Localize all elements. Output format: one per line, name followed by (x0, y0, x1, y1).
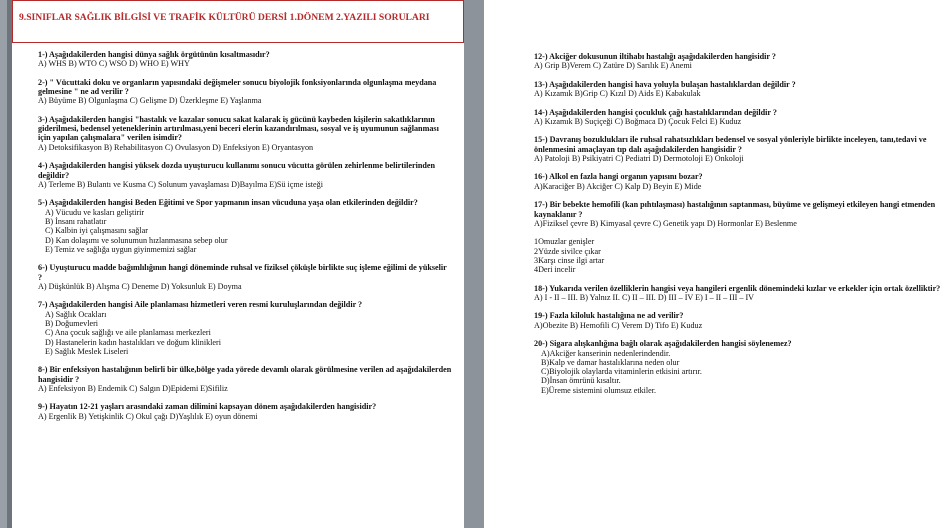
answer-option-list (541, 349, 948, 395)
answer-option: B) İnsanı rahatlatır (45, 216, 107, 226)
question-text: 17-) Bir bebekte hemofili (kan pıhtılaşması) hastalığının saptanması, büyüme ve gelişmeyi etkileyen hangi etmenden kaynaklanır ? (534, 200, 936, 219)
questions-column-right (534, 52, 948, 404)
question-text: 12-) Akciğer dokusunun iltihabı hastalığı aşağıdakilerden hangisidir ? (534, 52, 776, 61)
answer-option: E)Üreme sistemini olumsuz etkiler. (541, 385, 657, 395)
question-text: 19-) Fazla kiloluk hastalığına ne ad verilir? (534, 311, 684, 321)
answer-options: A)Karaciğer B) Akciğer C) Kalp D) Beyin E) Mide (534, 181, 702, 191)
question-text: 3-) Aşağıdakilerden hangisi "hastalık ve kazalar sonucu sakat kalarak iş gücünü kaybeden kişilerin sakatlıklarının giderilmesi, bedensel yeteneklerinin artırılması,yeni beceri elerin kazandırılması, sosyal ve iş uyumunun sağlanması için yapılan çalışmalara" verilen isimdir? (38, 114, 439, 143)
question-item (38, 78, 452, 106)
question-item (534, 135, 948, 163)
question-item (534, 172, 948, 191)
question-text: 1-) Aşağıdakilerden hangisi dünya sağlık örgütünün kısaltmasıdır? (38, 50, 270, 59)
question-item (38, 198, 452, 254)
document-page-right (484, 0, 949, 528)
answer-options: A) Düşkünlük B) Alışma C) Deneme D) Yoksunluk E) Doyma (38, 281, 242, 291)
question-item (534, 339, 948, 395)
answer-options: A) Büyüme B) Olgunlaşma C) Gelişme D) Üzerkleşme E) Yaşlanma (38, 96, 262, 106)
statement-item: 1Omuzlar genişler (534, 237, 595, 247)
question-text: 9-) Hayatın 12-21 yaşları arasındaki zaman dilimini kapsayan dönem aşağıdakilerden hangisidir? (38, 402, 377, 412)
question-text: 20-) Sigara alışkanlığına bağlı olarak aşağıdakilerden hangisi söylenemez? (534, 339, 792, 349)
statement-list (534, 237, 948, 274)
answer-option: A) Sağlık Ocakları (45, 309, 107, 319)
answer-options: A)Obezite B) Hemofili C) Verem D) Tifo E) Kuduz (534, 320, 703, 330)
question-item (38, 115, 452, 152)
answer-option: C)Biyolojik olaylarda vitaminlerin etkisini artırır. (541, 367, 702, 377)
answer-option: B) Doğumevleri (45, 318, 99, 328)
statement-item: 4Deri incelir (534, 265, 576, 275)
answer-options: A) Kızamık B)Grip C) Kızıl D) Aids E) Kabakulak (534, 89, 701, 99)
question-text: 2-) " Vücuttaki doku ve organların yapısındaki değişmeler sonucu biyolojik fonksiyonlarında olgunlaşma meydana gelmesine " ne ad verilir ? (38, 77, 437, 97)
answer-options: A) Enfeksiyon B) Endemik C) Salgın D)Epidemi E)Sifiliz (38, 383, 228, 393)
answer-option-list (45, 310, 452, 356)
question-item (534, 108, 948, 127)
answer-option: C) Kalbin iyi çalışmasını sağlar (45, 226, 148, 236)
answer-option-list (45, 208, 452, 254)
answer-options: A) Detoksifikasyon B) Rehabilitasyon C) Ovulasyon D) Enfeksiyon E) Oryantasyon (38, 142, 314, 152)
question-item (38, 161, 452, 189)
statement-item: 2Yüzde sivilce çıkar (534, 246, 601, 256)
question-text: 8-) Bir enfeksiyon hastalığının belirli bir ülke,bölge yada yörede devamlı olarak görülmesine verilen ad aşağıdakilerden hangisidir ? (38, 365, 452, 384)
statement-item: 3Karşı cinse ilgi artar (534, 255, 605, 265)
exam-title: 9.SINIFLAR SAĞLIK BİLGİSİ VE TRAFİK KÜLTÜRÜ DERSİ 1.DÖNEM 2.YAZILI SORULARI (19, 12, 430, 23)
question-item (38, 402, 452, 421)
question-item (38, 263, 452, 291)
question-item (534, 52, 948, 71)
question-text: 6-) Uyuşturucu madde bağımlılığının hangi döneminde ruhsal ve fiziksel çöküşle birlikte suç işleme eğilimi de yükselir ? (38, 263, 447, 282)
answer-options: A) I - II – III. B) Yalnız II. C) II – III. D) III – IV E) I – II – III – IV (534, 292, 755, 302)
question-item (534, 311, 948, 330)
answer-options: A) Ergenlik B) Yetişkinlik C) Okul çağı D)Yaşlılık E) oyun dönemi (38, 411, 258, 421)
page-gap (464, 0, 484, 528)
question-item (534, 284, 948, 303)
answer-option: E) Temiz ve sağlığa uygun giyinmemizi sağlar (45, 244, 197, 254)
answer-options: A) WHS B) WTO C) WSO D) WHO E) WHY (38, 59, 190, 69)
answer-options: A) Grip B)Verem C) Zatüre D) Sarılık E) Anemi (534, 61, 692, 71)
question-text: 7-) Aşağıdakilerden hangisi Aile planlaması hizmetleri veren resmi kuruluşlarından değildir ? (38, 300, 363, 310)
questions-column-left (38, 50, 452, 430)
question-text: 15-) Davranış bozuklukları ile ruhsal rahatsızlıkları bedensel ve sosyal yönleriyle birlikte inceleyen, tanı,tedavi ve önlenmesini amaçlayan tıp dalı aşağıdakilerden hangisidir ? (534, 135, 927, 154)
answer-option: D) Kan dolaşımı ve solunumun hızlanmasına sebep olur (45, 235, 228, 245)
question-text: 5-) Aşağıdakilerden hangisi Beden Eğitimi ve Spor yapmanın insan vücuduna yaşa olan etkilerinden değildir? (38, 198, 418, 208)
answer-options: A) Terleme B) Bulantı ve Kusma C) Solunum yavaşlaması D)Bayılma E)Sü içme isteği (38, 179, 323, 189)
answer-options: A) Kızamık B) Suçiçeği C) Boğmaca D) Çocuk Felci E) Kuduz (534, 116, 742, 126)
answer-option: D)İnsan ömrünü kısaltır. (541, 376, 621, 386)
question-text: 14-) Aşağıdakilerden hangisi çocukluk çağı hastalıklarından değildir ? (534, 107, 777, 117)
question-text: 4-) Aşağıdakilerden hangisi yüksek dozda uyuşturucu kullanımı sonucu vücutta görülen zehirlenme belirtilerinden değildir? (38, 161, 436, 180)
answer-option: A) Vücudu ve kasları geliştirir (45, 207, 145, 217)
question-item (38, 50, 452, 69)
document-page-left (12, 0, 464, 528)
question-text: 18-) Yukarıda verilen özelliklerin hangisi veya hangileri ergenlik dönemindeki kızlar ve erkekler için ortak özelliktir? (534, 283, 941, 293)
question-item (534, 237, 948, 274)
answer-option: C) Ana çocuk sağlığı ve aile planlaması merkezleri (45, 328, 211, 338)
answer-option: E) Sağlık Meslek Liseleri (45, 346, 129, 356)
question-item (38, 365, 452, 393)
answer-options: A)Fiziksel çevre B) Kimyasal çevre C) Genetik yapı D) Hormonlar E) Beslenme (534, 218, 797, 228)
exam-title-box (12, 0, 464, 43)
answer-option: A)Akciğer kanserinin nedenlerindendir. (541, 348, 671, 358)
question-item (38, 300, 452, 356)
answer-option: B)Kalp ve damar hastalıklarına neden olur (541, 357, 680, 367)
question-item (534, 200, 948, 228)
question-item (534, 80, 948, 99)
answer-options: A) Patoloji B) Psikiyatri C) Pediatri D) Dermotoloji E) Onkoloji (534, 153, 744, 163)
answer-option: D) Hastanelerin kadın hastalıkları ve doğum klinikleri (45, 337, 221, 347)
question-text: 13-) Aşağıdakilerden hangisi hava yoluyla bulaşan hastalıklardan değildir ? (534, 79, 796, 89)
question-text: 16-) Alkol en fazla hangi organın yapısını bozar? (534, 172, 703, 182)
